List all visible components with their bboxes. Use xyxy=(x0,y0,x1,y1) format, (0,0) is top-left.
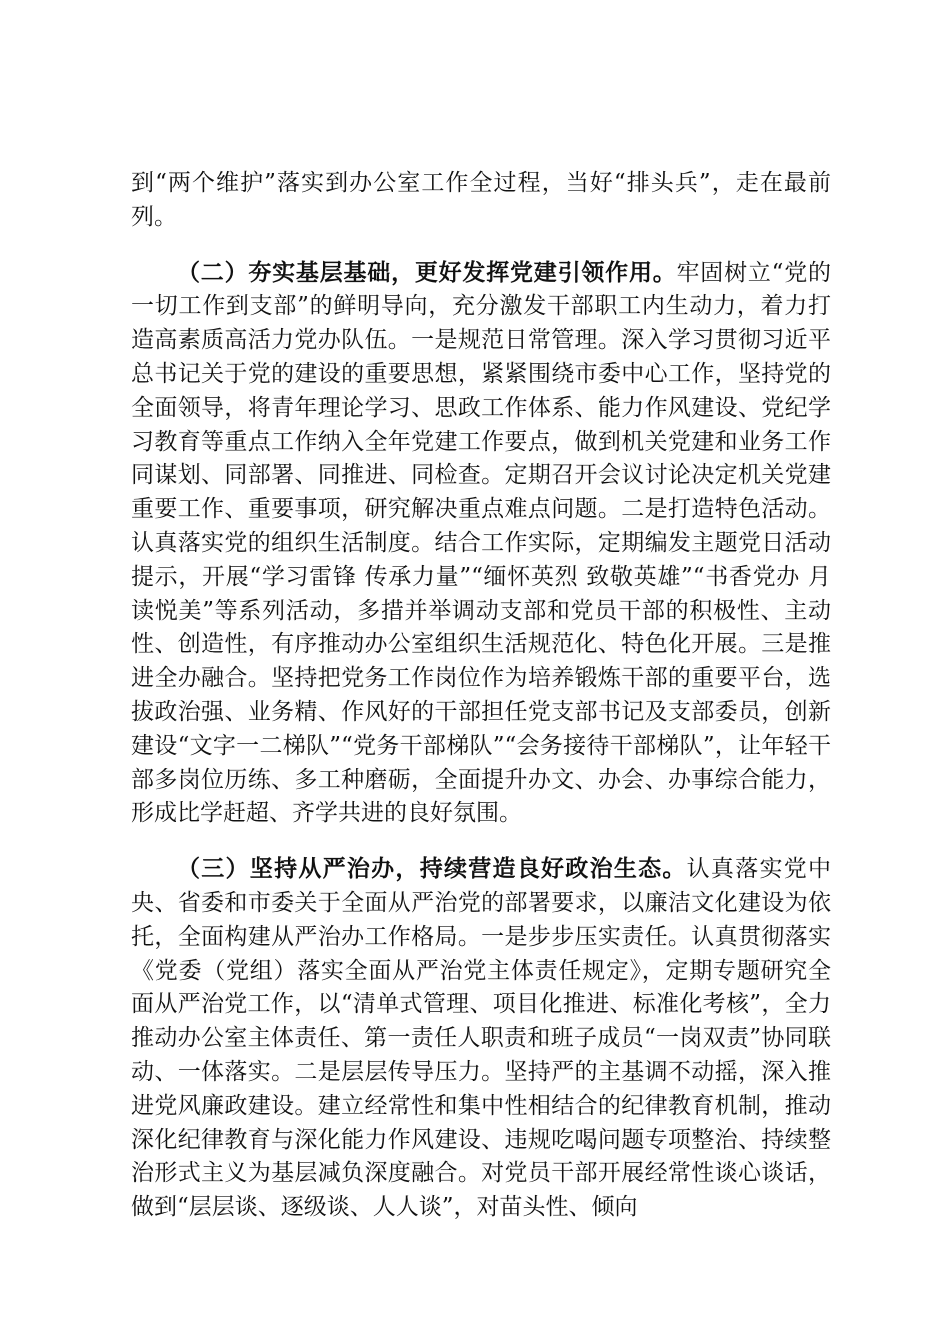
paragraph-body: 认真落实党中央、省委和市委关于全面从严治党的部署要求，以廉洁文化建设为依托，全面构建从严治办工作格局。一是步步压实责任。认真贯彻落实《党委（党组）落实全面从严治党主体责任规定》，定期专题研究全面从严治党工作，以“清单式管理、项目化推进、标准化考核”，全力推动办公室主体责任、第一责任人职责和班子成员“一岗双责”协同联动、一体落实。二是层层传导压力。坚持严的主基调不动摇，深入推进党风廉政建设。建立经常性和集中性相结合的纪律教育机制，推动深化纪律教育与深化能力作风建设、违规吃喝问题专项整治、持续整治形式主义为基层减负深度融合。对党员干部开展经常性谈心谈话，做到“层层谈、逐级谈、人人谈”，对苗头性、倾向 xyxy=(131,856,832,1221)
paragraph-body: 牢固树立“党的一切工作到支部”的鲜明导向，充分激发干部职工内生动力，着力打造高素质高活力党办队伍。一是规范日常管理。深入学习贯彻习近平总书记关于党的建设的重要思想，紧紧围绕市委中心工作，坚持党的全面领导，将青年理论学习、思政工作体系、能力作风建设、党纪学习教育等重点工作纳入全年党建工作要点，做到机关党建和业务工作同谋划、同部署、同推进、同检查。定期召开会议讨论决定机关党建重要工作、重要事项，研究解决重点难点问题。二是打造特色活动。认真落实党的组织生活制度。结合工作实际，定期编发主题党日活动提示，开展“学习雷锋 传承力量”“缅怀英烈 致敬英雄”“书香党办 月读悦美”等系列活动，多措并举调动支部和党员干部的积极性、主动性、创造性，有序推动办公室组织生活规范化、特色化开展。三是推进全办融合。坚持把党务工作岗位作为培养锻炼干部的重要平台，选拔政治强、业务精、作风好的干部担任党支部书记及支部委员，创新建设“文字一二梯队”“党务干部梯队”“会务接待干部梯队”，让年轻干部多岗位历练、多工种磨砺，全面提升办文、办会、办事综合能力，形成比学赶超、齐学共进的良好氛围。 xyxy=(131,259,831,827)
paragraph-section-3 xyxy=(131,853,831,1225)
section-heading-3: （三）坚持从严治办，持续营造良好政治生态。 xyxy=(177,856,687,883)
section-heading-2: （二）夯实基层基础，更好发挥党建引领作用。 xyxy=(177,259,677,286)
document-body xyxy=(131,167,831,1225)
paragraph-continuation xyxy=(131,167,831,235)
paragraph-body: 到“两个维护”落实到办公室工作全过程，当好“排头兵”，走在最前列。 xyxy=(131,170,831,230)
paragraph-section-2 xyxy=(131,257,831,832)
